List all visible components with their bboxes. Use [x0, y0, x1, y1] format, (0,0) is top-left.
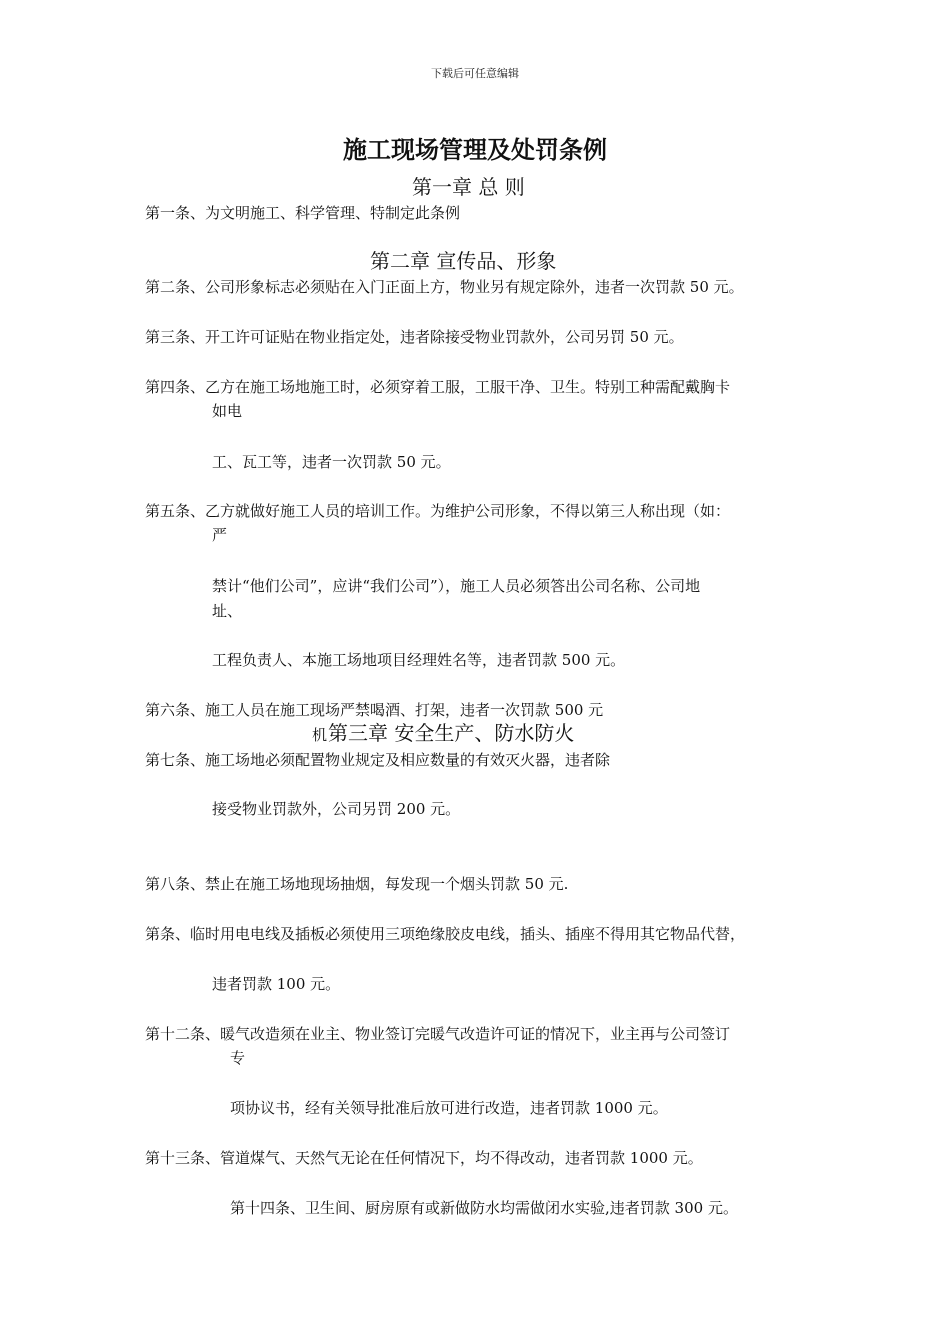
- article-12-line-3: 项协议书，经有关领导批准后放可进行改造，违者罚款 1000 元。: [230, 1099, 668, 1117]
- article-3: 第三条、开工许可证贴在物业指定处，违者除接受物业罚款外，公司另罚 50 元。: [145, 328, 684, 346]
- article-5-line-5: 工程负责人、本施工场地项目经理姓名等，违者罚款 500 元。: [212, 651, 626, 669]
- article-8: 第八条、禁止在施工场地现场抽烟，每发现一个烟头罚款 50 元.: [145, 875, 569, 893]
- article-9-line-2: 违者罚款 100 元。: [212, 975, 341, 993]
- article-12-line-2: 专: [230, 1049, 246, 1067]
- article-7-line-1: 第七条、施工场地必须配置物业规定及相应数量的有效灭火器，违者除: [145, 751, 611, 769]
- article-13: 第十三条、管道煤气、天然气无论在任何情况下，均不得改动，违者罚款 1000 元。: [145, 1149, 703, 1167]
- article-4-line-3: 工、瓦工等，违者一次罚款 50 元。: [212, 453, 451, 471]
- chapter-1-heading: 第一章 总 则: [412, 175, 525, 199]
- article-5-line-2: 严: [212, 526, 228, 544]
- stray-character: 机: [312, 726, 328, 744]
- article-5-line-4: 址、: [212, 602, 243, 620]
- article-6: 第六条、施工人员在施工现场严禁喝酒、打架，违者一次罚款 500 元: [145, 701, 604, 719]
- article-1: 第一条、为文明施工、科学管理、特制定此条例: [145, 204, 461, 222]
- article-5-line-3: 禁计“他们公司”，应讲“我们公司”），施工人员必须答出公司名称、公司地: [212, 577, 701, 595]
- article-9-line-1: 第条、临时用电电线及插板必须使用三项绝缘胶皮电线，插头、插座不得用其它物品代替，: [145, 925, 746, 943]
- article-2: 第二条、公司形象标志必须贴在入门正面上方，物业另有规定除外，违者一次罚款 50 元。: [145, 278, 744, 296]
- article-4-line-1: 第四条、乙方在施工场地施工时，必须穿着工服，工服干净、卫生。特别工种需配戴胸卡: [145, 378, 731, 396]
- chapter-3-heading: 第三章 安全生产、防水防火: [328, 721, 575, 745]
- article-5-line-1: 第五条、乙方就做好施工人员的培训工作。为维护公司形象，不得以第三人称出现（如：: [145, 502, 731, 520]
- article-4-line-2: 如电: [212, 402, 243, 420]
- header-note: 下载后可任意编辑: [431, 67, 519, 80]
- article-12-line-1: 第十二条、暖气改造须在业主、物业签订完暖气改造许可证的情况下，业主再与公司签订: [145, 1025, 731, 1043]
- page-title: 施工现场管理及处罚条例: [343, 135, 607, 164]
- chapter-2-heading: 第二章 宣传品、形象: [370, 249, 557, 273]
- article-7-line-2: 接受物业罚款外，公司另罚 200 元。: [212, 800, 461, 818]
- article-14: 第十四条、卫生间、厨房原有或新做防水均需做闭水实验,违者罚款 300 元。: [230, 1199, 738, 1217]
